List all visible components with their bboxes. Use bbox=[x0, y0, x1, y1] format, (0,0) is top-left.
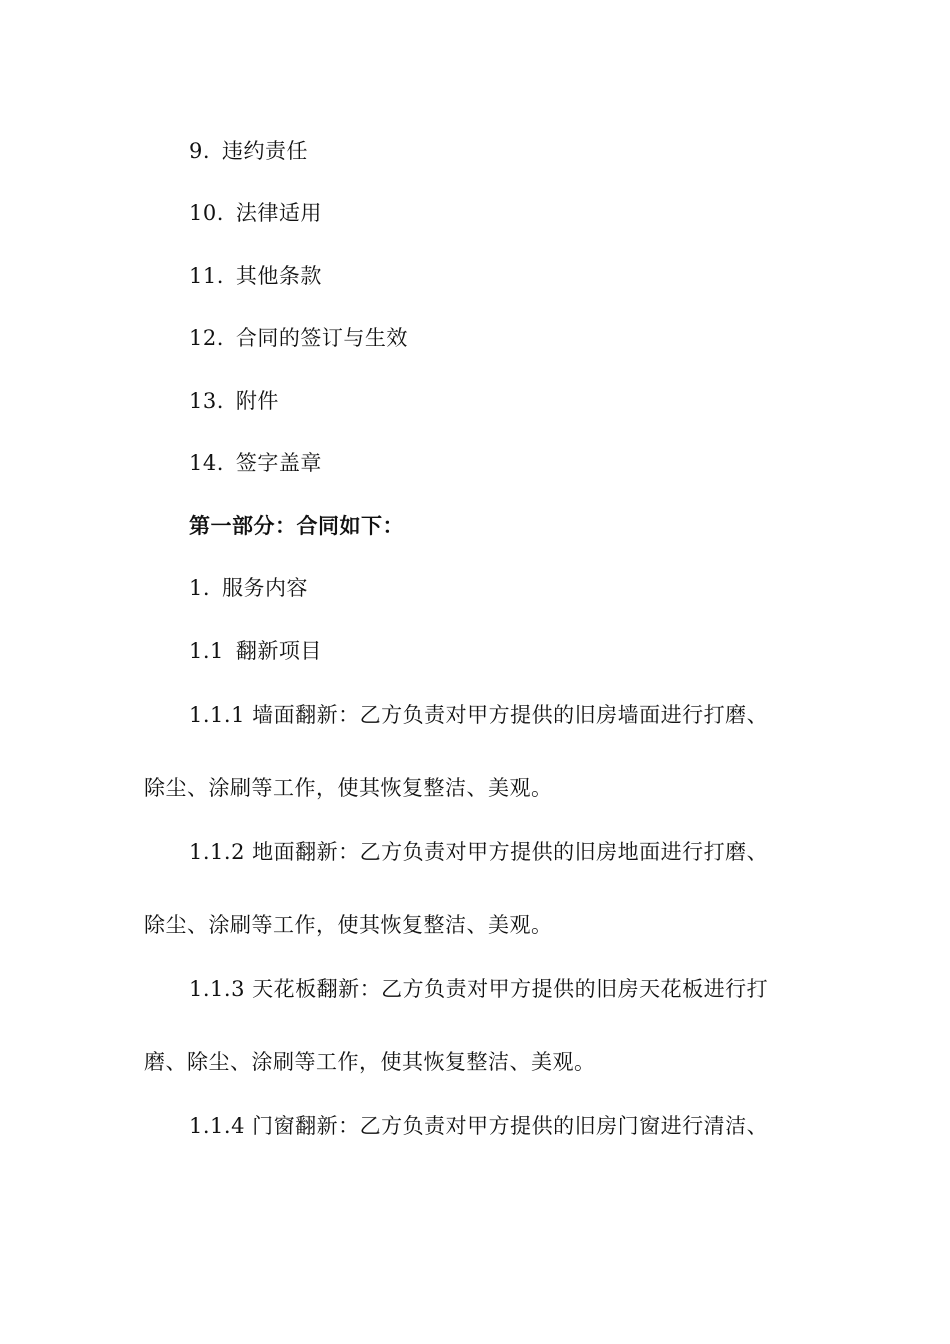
subsection-number: 1.1 bbox=[189, 639, 224, 663]
clause-line: 磨、除尘、涂刷等工作，使其恢复整洁、美观。 bbox=[144, 1050, 596, 1074]
toc-item-number: 11. bbox=[189, 264, 224, 288]
toc-item-number: 13. bbox=[189, 389, 224, 413]
toc-item-number: 12. bbox=[189, 326, 224, 350]
clause-line: 1.1.4 门窗翻新：乙方负责对甲方提供的旧房门窗进行清洁、 bbox=[189, 1114, 769, 1138]
toc-item-title: 违约责任 bbox=[222, 139, 309, 163]
clause-line: 1.1.1 墙面翻新：乙方负责对甲方提供的旧房墙面进行打磨、 bbox=[189, 703, 769, 727]
toc-item-title: 其他条款 bbox=[235, 264, 322, 288]
clause-line: 1.1.3 天花板翻新：乙方负责对甲方提供的旧房天花板进行打 bbox=[189, 977, 769, 1001]
clause-line: 1.1.2 地面翻新：乙方负责对甲方提供的旧房地面进行打磨、 bbox=[189, 840, 769, 864]
toc-item-14 bbox=[189, 449, 322, 477]
toc-item-12 bbox=[189, 324, 408, 352]
section-title: 服务内容 bbox=[222, 576, 309, 600]
toc-item-number: 14. bbox=[189, 451, 224, 475]
clause-line: 除尘、涂刷等工作，使其恢复整洁、美观。 bbox=[144, 776, 553, 800]
toc-item-13 bbox=[189, 387, 279, 415]
toc-item-number: 10. bbox=[189, 201, 224, 225]
toc-item-9 bbox=[189, 137, 308, 165]
toc-item-title: 合同的签订与生效 bbox=[235, 326, 408, 350]
toc-item-title: 法律适用 bbox=[235, 201, 322, 225]
toc-item-title: 签字盖章 bbox=[235, 451, 322, 475]
subsection-title: 翻新项目 bbox=[235, 639, 322, 663]
part-heading: 第一部分：合同如下： bbox=[189, 513, 404, 538]
toc-item-10 bbox=[189, 199, 322, 227]
subsection-heading bbox=[189, 637, 322, 665]
toc-item-number: 9. bbox=[189, 139, 211, 163]
section-heading bbox=[189, 574, 308, 602]
toc-item-title: 附件 bbox=[235, 389, 279, 413]
toc-item-11 bbox=[189, 262, 322, 290]
section-number: 1. bbox=[189, 576, 211, 600]
clause-line: 除尘、涂刷等工作，使其恢复整洁、美观。 bbox=[144, 913, 553, 937]
